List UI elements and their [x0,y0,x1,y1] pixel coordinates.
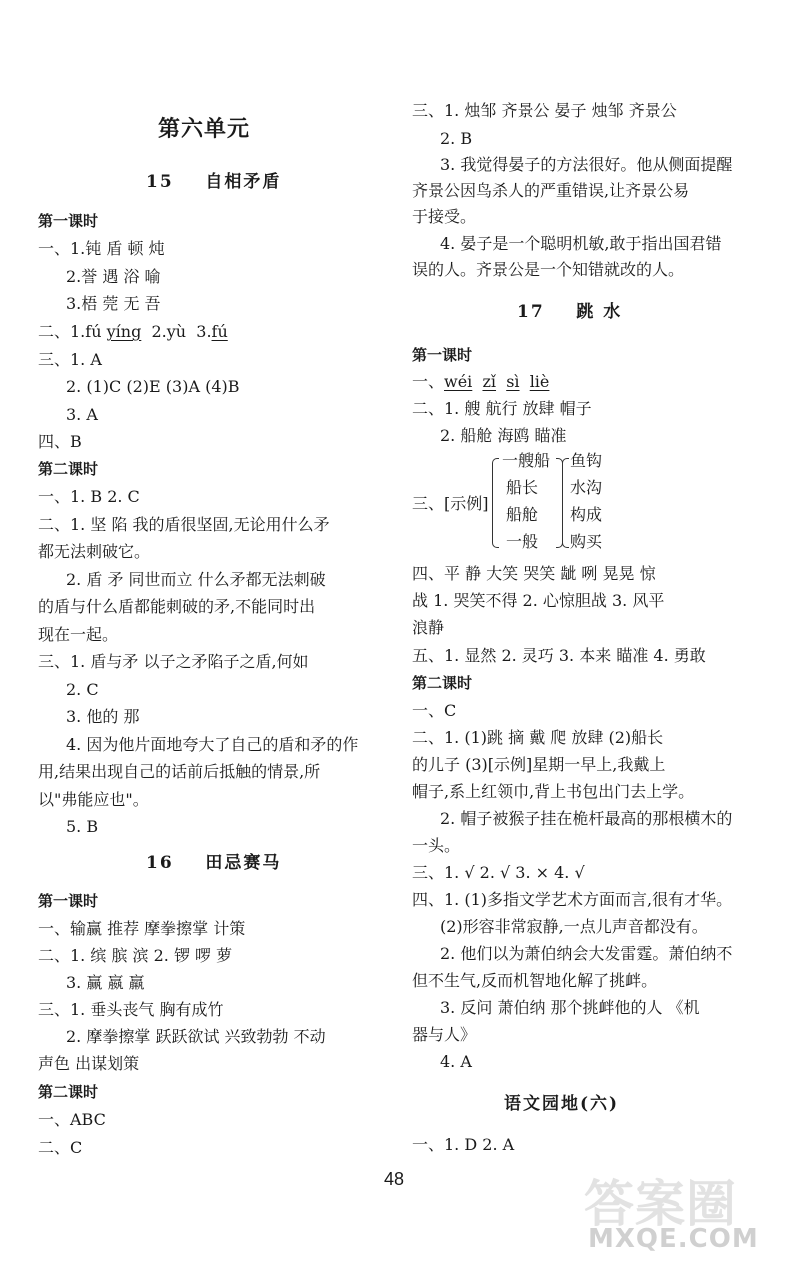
answer-line: 四、1. (1)多指文学艺术方面而言,很有才华。 [412,890,733,909]
answer-line: 二、1. 艘 航行 放肆 帽子 [412,399,592,418]
pinyin: fú [85,322,102,341]
answer-line: 3. 反问 萧伯纳 那个挑衅他的人 《机 [440,998,700,1017]
word-item: 鱼钩 [570,451,603,470]
site-watermark [578,1160,778,1260]
answer-line: 四、B [38,432,82,451]
answer-line: 声色 出谋划策 [38,1054,140,1073]
answer-line: 二、C [38,1138,83,1157]
answer-line: 一、输赢 推荐 摩拳擦掌 计策 [38,919,246,938]
answer-line: 都无法刺破它。 [38,542,151,561]
answer-line: 二、1. (1)跳 摘 戴 爬 放肆 (2)船长 [412,728,664,747]
answer-line: 三、1. 烛邹 齐景公 晏子 烛邹 齐景公 [412,101,677,120]
answer-line: 2.誉 遇 浴 喻 [66,267,161,286]
answer-line: 浪静 [412,618,445,637]
answer-line: 2. (1)C (2)E (3)A (4)B [66,377,240,396]
answer-prefix: 三、[示例] [412,494,489,513]
answer-line: 一、1. D 2. A [412,1135,515,1154]
answer-line: 2. 他们以为萧伯纳会大发雷霆。萧伯纳不 [440,944,733,963]
answer-line: 三、1. √ 2. √ 3. × 4. √ [412,863,585,882]
answer-line: 误的人。齐景公是一个知错就改的人。 [412,260,685,279]
answer-line: 现在一起。 [38,625,119,644]
answer-line: 一、ABC [38,1110,106,1129]
answer-line-pinyin [412,374,549,390]
answer-line: 2. B [440,129,473,148]
section-label: 第二课时 [412,674,473,692]
answer-line: 三、1. 盾与矛 以子之矛陷子之盾,何如 [38,652,309,671]
answer-line: 用,结果出现自己的话前后抵触的情景,所 [38,762,321,781]
answer-line: 帽子,系上红领巾,背上书包出门去上学。 [412,782,695,801]
answer-prefix: 二、1. [38,322,86,341]
unit-title: 第六单元 [158,116,251,142]
answer-line: 四、平 静 大笑 哭笑 龇 咧 晃晃 惊 [412,564,656,583]
pinyin: liè [529,372,550,391]
answer-line: 一、1. B 2. C [38,487,140,506]
lesson-name: 田忌赛马 [205,853,282,873]
word-item: 船舱 [506,505,539,524]
yuwen-yuandi-title: 语文园地(六) [504,1094,620,1114]
answer-line: 5. B [66,817,99,836]
answer-line: 二、1. 缤 膑 滨 2. 锣 啰 萝 [38,946,233,965]
word-item: 构成 [570,505,603,524]
answer-line: 的儿子 (3)[示例]星期一早上,我戴上 [412,755,666,774]
page-number: 48 [384,1169,405,1189]
answer-line: 一头。 [412,836,461,855]
left-brace [562,458,569,548]
answer-line: 但不生气,反而机智地化解了挑衅。 [412,971,658,990]
watermark-url-text: MXQE.COM [588,1224,759,1254]
pinyin: wéi [444,372,473,391]
answer-line: 2. 摩拳擦掌 跃跃欲试 兴致勃勃 不动 [66,1027,326,1046]
answer-line: 于接受。 [412,207,477,226]
answer-line: 一、1.钝 盾 顿 炖 [38,239,165,258]
answer-line: 一、C [412,701,457,720]
lesson-15-title [146,174,281,191]
answer-line: 战 1. 哭笑不得 2. 心惊胆战 3. 风平 [412,591,665,610]
answer-line: 3. 他的 那 [66,707,140,726]
answer-line: 2. C [66,680,99,699]
watermark-logo-text: 答案圈 [584,1175,737,1233]
lesson-name: 跳 水 [576,302,623,322]
answer-number: 2. [151,322,167,341]
answer-line: 3. 我觉得晏子的方法很好。他从侧面提醒 [440,155,733,174]
answer-line: 2. 帽子被猴子挂在桅杆最高的那根横木的 [440,809,733,828]
answer-line: 4. 因为他片面地夸大了自己的盾和矛的作 [66,735,359,754]
answer-prefix: 一、 [412,372,445,391]
section-label: 第一课时 [38,212,99,230]
answer-line: 的盾与什么盾都能刺破的矛,不能同时出 [38,597,316,616]
answer-line: 器与人》 [412,1025,477,1044]
lesson-number: 17 [517,302,545,322]
lesson-number: 16 [146,853,174,873]
answer-line: 4. A [440,1052,472,1071]
pinyin: yù [166,322,187,341]
pinyin: zǐ [482,372,497,391]
section-label: 第一课时 [38,892,99,910]
answer-line: 3. A [66,405,98,424]
lesson-16-title [146,855,281,872]
answer-line: 三、1. 垂头丧气 胸有成竹 [38,1000,224,1019]
answer-line: 以"弗能应也"。 [38,790,149,809]
answer-line: 齐景公因鸟杀人的严重错误,让齐景公易 [412,181,690,200]
left-brace [492,458,499,548]
word-item: 水沟 [570,478,603,497]
word-item: 购买 [570,532,603,551]
answer-line: (2)形容非常寂静,一点儿声音都没有。 [440,917,708,936]
answer-line: 五、1. 显然 2. 灵巧 3. 本来 瞄准 4. 勇敢 [412,646,706,665]
answer-line: 2. 船舱 海鸥 瞄准 [440,426,567,445]
answer-line-pinyin [38,324,228,340]
answer-line: 三、1. A [38,350,102,369]
word-item: 一般 [506,532,539,551]
section-label: 第二课时 [38,460,99,478]
lesson-name: 自相矛盾 [205,172,282,192]
word-item: 船长 [506,478,539,497]
answer-line: 4. 晏子是一个聪明机敏,敢于指出国君错 [440,234,722,253]
answer-number: 3. [196,322,212,341]
answer-line: 2. 盾 矛 同世而立 什么矛都无法刺破 [66,570,326,589]
word-item: 一艘船 [502,451,551,470]
answer-line: 3.梧 莞 无 吾 [66,294,161,313]
pinyin: yíng [106,322,142,341]
section-label: 第二课时 [38,1083,99,1101]
answer-line: 3. 赢 嬴 羸 [66,973,145,992]
pinyin: sì [506,372,520,391]
answer-line: 二、1. 坚 陷 我的盾很坚固,无论用什么矛 [38,515,330,534]
section-label: 第一课时 [412,346,473,364]
lesson-17-title [517,304,622,321]
lesson-number: 15 [146,172,174,192]
pinyin: fú [211,322,228,341]
